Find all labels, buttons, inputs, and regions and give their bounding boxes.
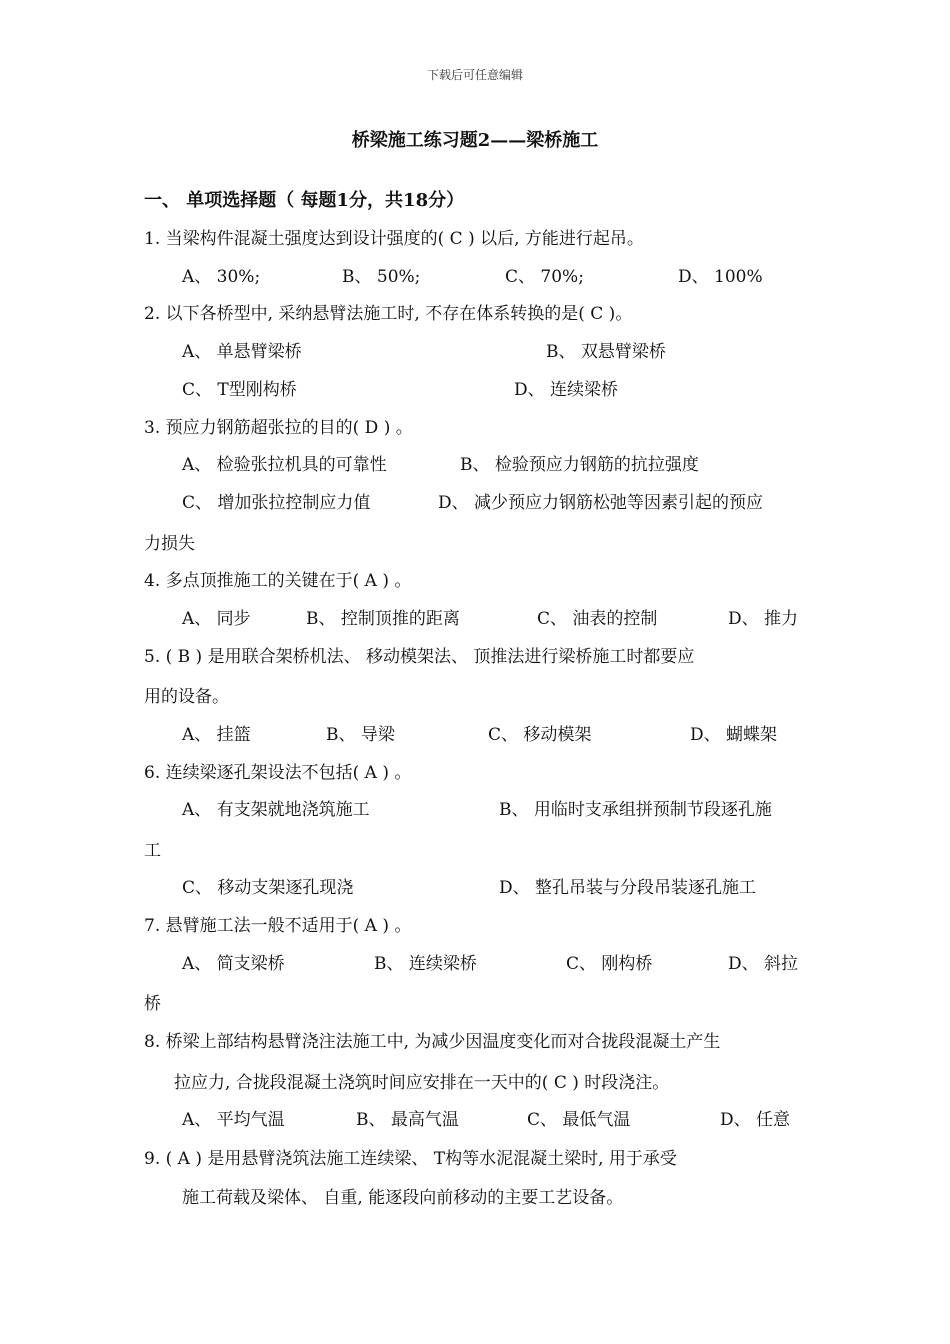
q7-option-d-continued: 桥 xyxy=(144,994,161,1014)
question-4: 4. 多点顶推施工的关键在于( A ) 。 xyxy=(144,571,412,591)
q7-option-d: D、 斜拉 xyxy=(728,954,799,974)
question-1: 1. 当梁构件混凝土强度达到设计强度的( C ) 以后, 方能进行起吊。 xyxy=(144,229,644,249)
q8-option-b: B、 最高气温 xyxy=(356,1110,459,1130)
question-9: 9. ( A ) 是用悬臂浇筑法施工连续梁、 T构等水泥混凝土梁时, 用于承受 xyxy=(144,1149,677,1169)
q7-option-a: A、 简支梁桥 xyxy=(182,954,285,974)
q5-option-a: A、 挂篮 xyxy=(182,725,251,745)
page-header: 下载后可任意编辑 xyxy=(426,68,523,82)
question-2: 2. 以下各桥型中, 采纳悬臂法施工时, 不存在体系转换的是( C )。 xyxy=(144,304,633,324)
q6-option-d: D、 整孔吊装与分段吊装逐孔施工 xyxy=(499,878,757,898)
q4-option-d: D、 推力 xyxy=(728,609,799,629)
q2-option-b: B、 双悬臂梁桥 xyxy=(546,342,666,362)
question-5-continued: 用的设备。 xyxy=(144,687,229,707)
q2-option-a: A、 单悬臂梁桥 xyxy=(182,342,302,362)
q3-option-b: B、 检验预应力钢筋的抗拉强度 xyxy=(460,455,699,475)
document-title: 桥梁施工练习题2——梁桥施工 xyxy=(351,130,599,151)
question-8: 8. 桥梁上部结构悬臂浇注法施工中, 为减少因温度变化而对合拢段混凝土产生 xyxy=(144,1032,721,1052)
q5-option-c: C、 移动模架 xyxy=(488,725,592,745)
q2-option-d: D、 连续梁桥 xyxy=(514,380,619,400)
q8-option-c: C、 最低气温 xyxy=(527,1110,631,1130)
q4-option-b: B、 控制顶推的距离 xyxy=(306,609,460,629)
question-3: 3. 预应力钢筋超张拉的目的( D ) 。 xyxy=(144,418,413,438)
q6-option-b: B、 用临时支承组拼预制节段逐孔施 xyxy=(499,800,772,820)
q3-option-c: C、 增加张拉控制应力值 xyxy=(182,493,371,513)
q5-option-b: B、 导梁 xyxy=(326,725,395,745)
question-9-continued: 施工荷载及梁体、 自重, 能逐段向前移动的主要工艺设备。 xyxy=(182,1188,624,1208)
q6-option-c: C、 移动支架逐孔现浇 xyxy=(182,878,354,898)
q4-option-a: A、 同步 xyxy=(182,609,251,629)
q7-option-b: B、 连续梁桥 xyxy=(374,954,477,974)
q6-option-b-continued: 工 xyxy=(144,841,161,861)
q1-option-a: A、 30%; xyxy=(182,267,261,287)
q8-option-d: D、 任意 xyxy=(720,1110,791,1130)
q6-option-a: A、 有支架就地浇筑施工 xyxy=(182,800,370,820)
question-7: 7. 悬臂施工法一般不适用于( A ) 。 xyxy=(144,916,412,936)
q1-option-b: B、 50%; xyxy=(342,267,421,287)
q3-option-d-continued: 力损失 xyxy=(144,534,195,554)
q2-option-c: C、 T型刚构桥 xyxy=(182,380,297,400)
section-heading: 一、 单项选择题（ 每题1分，共18分） xyxy=(144,190,465,211)
q3-option-a: A、 检验张拉机具的可靠性 xyxy=(182,455,387,475)
question-8-continued: 拉应力, 合拢段混凝土浇筑时间应安排在一天中的( C ) 时段浇注。 xyxy=(174,1073,670,1093)
q7-option-c: C、 刚构桥 xyxy=(566,954,653,974)
q3-option-d: D、 减少预应力钢筋松弛等因素引起的预应 xyxy=(438,493,764,513)
q1-option-c: C、 70%; xyxy=(505,267,584,287)
question-6: 6. 连续梁逐孔架设法不包括( A ) 。 xyxy=(144,763,412,783)
q1-option-d: D、 100% xyxy=(678,267,763,287)
question-5: 5. ( B ) 是用联合架桥机法、 移动模架法、 顶推法进行梁桥施工时都要应 xyxy=(144,647,695,667)
q5-option-d: D、 蝴蝶架 xyxy=(690,725,778,745)
q4-option-c: C、 油表的控制 xyxy=(537,609,658,629)
q8-option-a: A、 平均气温 xyxy=(182,1110,285,1130)
